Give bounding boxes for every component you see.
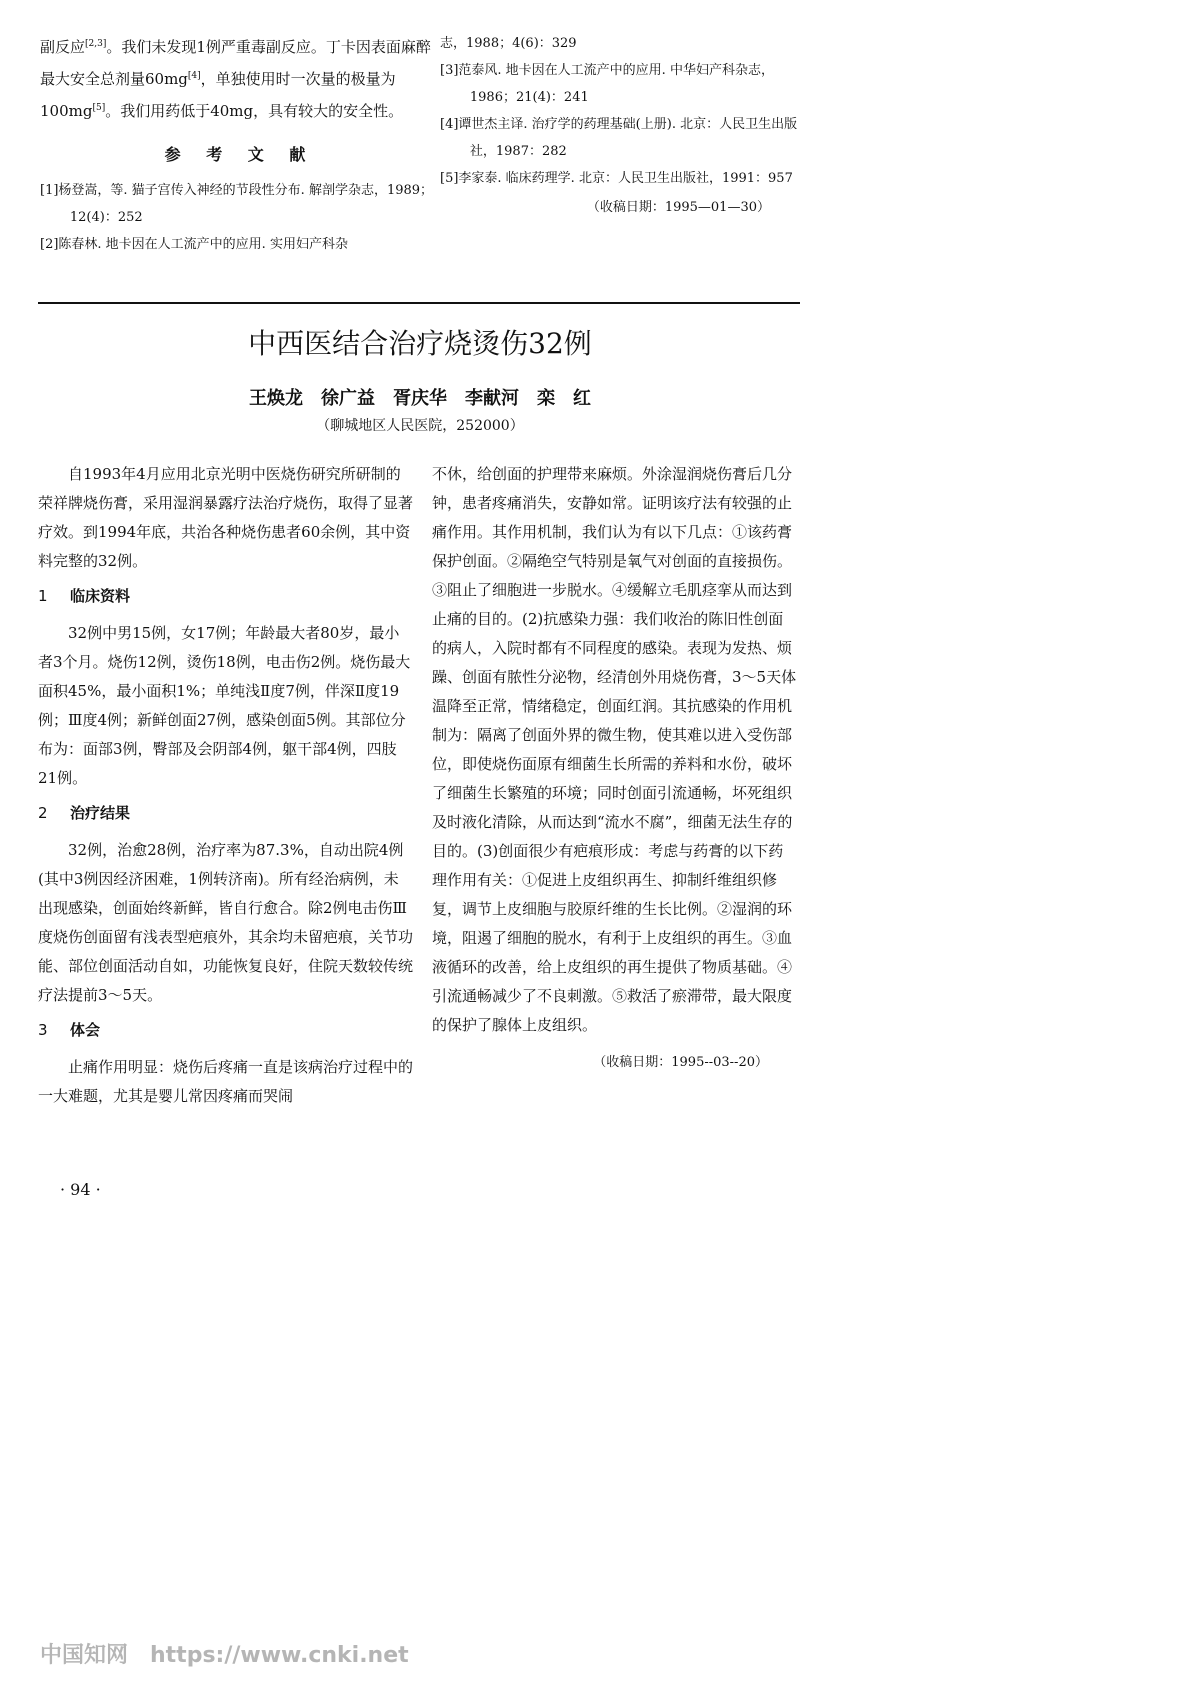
- citation-sup: [5]: [92, 103, 106, 113]
- section-number: 3: [38, 1021, 48, 1039]
- article-authors: 王焕龙 徐广益 胥庆华 李献河 栾 红: [249, 388, 591, 409]
- continuation-paragraph: [40, 30, 440, 126]
- article-affiliation: （聊城地区人民医院，252000）: [316, 418, 524, 434]
- top-right-column: [440, 30, 800, 215]
- section-number: 2: [38, 804, 48, 822]
- section-title: 体会: [70, 1021, 101, 1039]
- reference-item: 志，1988；4(6)：329: [440, 36, 577, 51]
- section-heading-1: [38, 582, 413, 611]
- article-left-column: [38, 460, 413, 1111]
- section-heading-3: [38, 1016, 413, 1045]
- top-left-column: [40, 30, 440, 258]
- page-number: · 94 ·: [60, 1180, 101, 1199]
- section-title: 治疗结果: [70, 804, 131, 822]
- received-date: （收稿日期：1995--03--20）: [593, 1055, 768, 1070]
- para-text: 。我们未发现1例严重毒副反应。丁卡因表面麻醉最大安全总剂量60mg: [40, 38, 431, 88]
- para-text: ，单独使用时一次量的极量为100mg: [40, 70, 396, 120]
- reference-item: [5]李家泰. 临床药理学. 北京：人民卫生出版社，1991：957: [440, 171, 793, 186]
- references-title: 参 考 文 献: [164, 145, 316, 164]
- reference-list: [440, 30, 800, 192]
- reference-item: [1]杨登嵩，等. 猫子宫传入神经的节段性分布. 解剖学杂志，1989；12(4)：252: [40, 183, 434, 225]
- para-text: 。我们用药低于40mg，具有较大的安全性。: [105, 102, 404, 120]
- section-title: 临床资料: [70, 587, 131, 605]
- article-right-column: [432, 460, 798, 1077]
- reference-item: [2]陈春林. 地卡因在人工流产中的应用. 实用妇产科杂: [40, 237, 348, 252]
- section-3-paragraph: 止痛作用明显：烧伤后疼痛一直是该病治疗过程中的一大难题，尤其是婴儿常因疼痛而哭闹: [38, 1058, 414, 1105]
- citation-sup: [2,3]: [85, 39, 107, 49]
- para-text: 副反应: [40, 38, 86, 56]
- reference-item: [3]范泰风. 地卡因在人工流产中的应用. 中华妇产科杂志，1986；21(4)：241: [440, 63, 774, 105]
- section-number: 1: [38, 587, 48, 605]
- section-divider: [38, 302, 800, 304]
- cnki-watermark: 中国知网 https://www.cnki.net: [40, 1643, 409, 1668]
- reference-list: [40, 177, 440, 258]
- citation-sup: [4]: [187, 71, 201, 81]
- section-heading-2: [38, 799, 413, 828]
- right-column-paragraph: 不休，给创面的护理带来麻烦。外涂湿润烧伤膏后几分钟，患者疼痛消失，安静如常。证明该疗法有较强的止痛作用。其作用机制，我们认为有以下几点：①该药膏保护创面。②隔绝空气特别是氧气对创面的直接损伤。③阻止了细胞进一步脱水。④缓解立毛肌痉挛从而达到止痛的目的。(2)抗感染力强：我们收治的陈旧性创面的病人，入院时都有不同程度的感染。表现为发热、烦躁、创面有脓性分泌物，经清创外用烧伤膏，3～5天体温降至正常，情绪稳定，创面红润。其抗感染的作用机制为：隔离了创面外界的微生物，使其难以进入受伤部位，即使烧伤面原有细菌生长所需的养料和水份，破坏了细菌生长繁殖的环境；同时创面引流通畅，坏死组织及时液化清除，从而达到“流水不腐”，细菌无法生存的目的。(3)创面很少有疤痕形成：考虑与药膏的以下药理作用有关：①促进上皮组织再生、抑制纤维组织修复，调节上皮细胞与胶原纤维的生长比例。②湿润的环境，阻遏了细胞的脱水，有利于上皮组织的再生。③血液循环的改善，给上皮组织的再生提供了物质基础。④引流通畅减少了不良刺激。⑤救活了瘀滞带，最大限度的保护了腺体上皮组织。: [432, 465, 797, 1034]
- section-1-paragraph: 32例中男15例，女17例；年龄最大者80岁，最小者3个月。烧伤12例，烫伤18例，电击伤2例。烧伤最大面积45%，最小面积1%；单纯浅Ⅱ度7例，伴深Ⅱ度19例；Ⅲ度4例；新鲜创面27例，感染创面5例。其部位分布为：面部3例，臀部及会阴部4例，躯干部4例，四肢21例。: [38, 624, 411, 787]
- received-date: （收稿日期：1995—01—30）: [586, 200, 770, 215]
- article-title: 中西医结合治疗烧烫伤32例: [248, 327, 592, 360]
- section-2-paragraph: 32例，治愈28例，治疗率为87.3%，自动出院4例(其中3例因经济困难，1例转济南)。所有经治病例，未出现感染，创面始终新鲜，皆自行愈合。除2例电击伤Ⅲ度烧伤创面留有浅表型疤痕外，其余均未留疤痕，关节功能、部位创面活动自如，功能恢复良好，住院天数较传统疗法提前3～5天。: [38, 841, 414, 1004]
- intro-paragraph: 自1993年4月应用北京光明中医烧伤研究所研制的荣祥牌烧伤膏，采用湿润暴露疗法治疗烧伤，取得了显著疗效。到1994年底，共治各种烧伤患者60余例，其中资料完整的32例。: [38, 465, 414, 570]
- reference-item: [4]谭世杰主译. 治疗学的药理基础(上册). 北京：人民卫生出版社，1987：282: [440, 117, 798, 159]
